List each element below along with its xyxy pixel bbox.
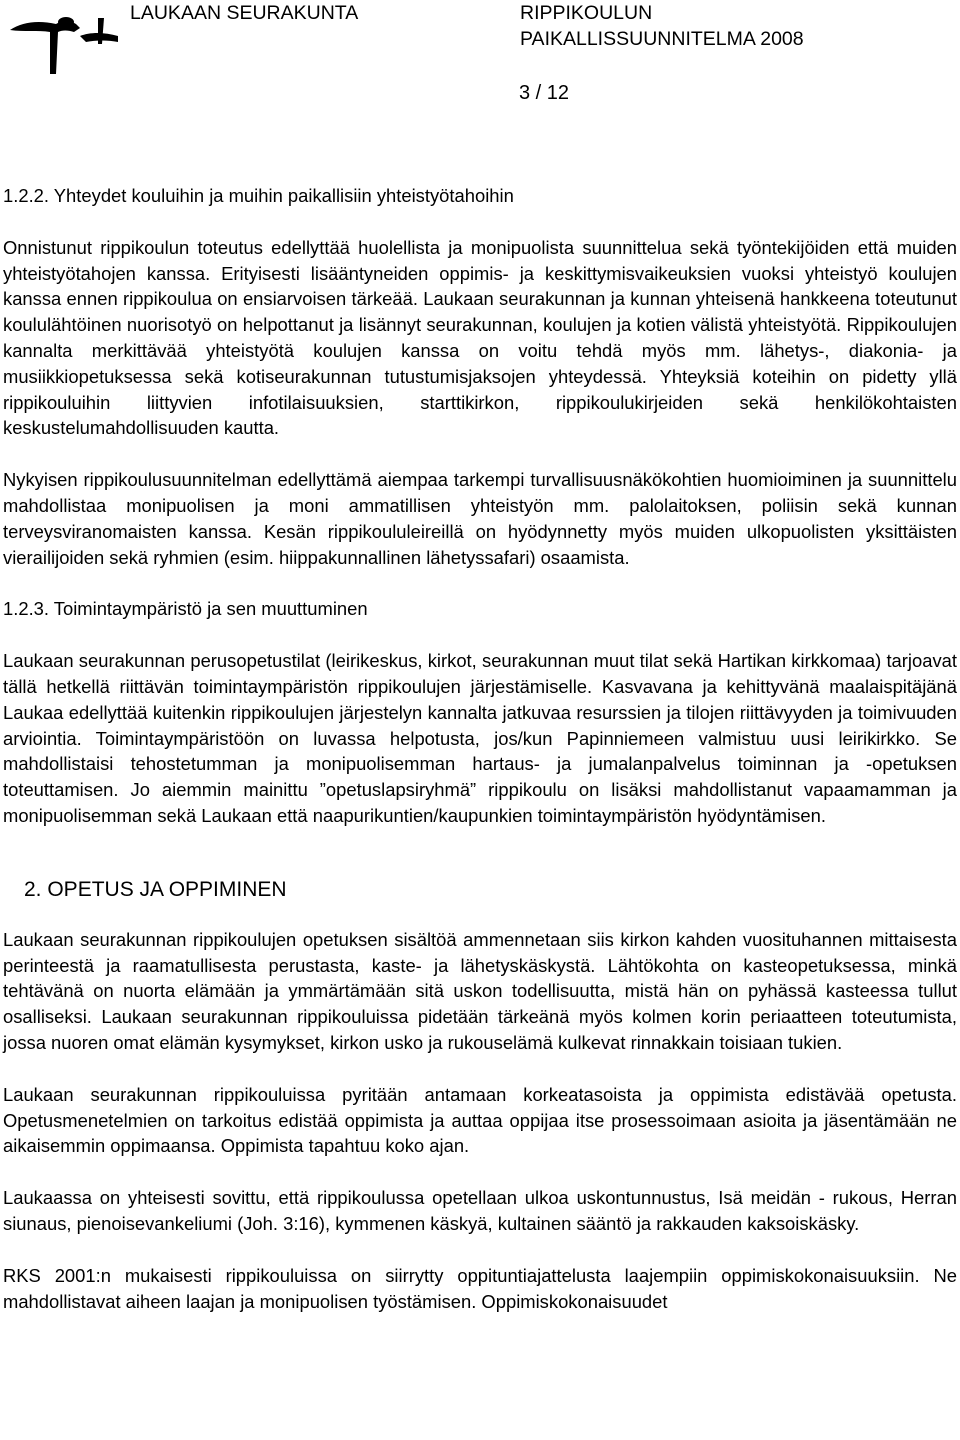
document-body <box>3 183 957 1314</box>
section-2-heading: 2. OPETUS JA OPPIMINEN <box>24 877 287 901</box>
header-doc-title <box>520 0 804 52</box>
section-2-paragraph-3: Laukaassa on yhteisesti sovittu, että rippikoulussa opetellaan ulkoa uskontunnustus, Isä meidän - rukous, Herran siunaus, pienoisevankeliumi (Joh. 3:16), kymmenen käskyä, kultainen sääntö ja rakkauden kaksoiskäsky. <box>3 1187 957 1234</box>
page-number: 3 / 12 <box>519 82 570 104</box>
header-doc-line1: RIPPIKOULUN <box>520 2 653 24</box>
section-1-2-3-heading: 1.2.3. Toimintaympäristö ja sen muuttuminen <box>3 598 368 620</box>
header-org: LAUKAAN SEURAKUNTA <box>130 2 359 24</box>
section-1-2-2-paragraph-2: Nykyisen rippikoulusuunnitelman edellyttämä aiempaa tarkempi turvallisuusnäkökohtien huomioiminen ja suunnittelu mahdollistaa monipuolisen ja moni ammatillisen yhteistyön mm. palolaitoksen, poliisin sekä kunnan terveysviranomaisten kanssa. Kesän rippikoululeireillä on hyödynnetty myös muiden ulkopuolisten yksittäisten vierailijoiden sekä ryhmien (esim. hiippakunnallinen lähetyssafari) osaamista. <box>3 469 957 568</box>
section-1-2-3-paragraph-1: Laukaan seurakunnan perusopetustilat (leirikeskus, kirkot, seurakunnan muut tilat sekä Hartikan kirkkomaa) tarjoavat tällä hetkellä riittävän toimintaympäristön rippikoulujen järjestämiselle. Kasvavana ja kehittyvänä maalaispitäjänä Laukaa edellyttää kuitenkin rippikoulujen järjestelyn kannalta jatkuvaa resurssien ja tilojen riittävyyden ja toimivuuden arviointia. Toimintaympäristöön on luvassa helpotusta, jos/kun Papinniemeen valmistuu uusi leirikirkko. Se mahdollistaisi tehostetumman ja monipuolisemman hartaus- ja jumalanpalvelus toiminnan ja -opetuksen toteuttamisen. Jo aiemmin mainittu ”opetuslapsiryhmä” rippikoulu on lisäksi mahdollistanut vapaamamman ja monipuolisemman sekä Laukaan että naapurikuntien/kaupunkien toimintaympäristön hyödyntämisen. <box>3 650 957 826</box>
parish-logo <box>8 8 128 76</box>
section-1-2-2-heading: 1.2.2. Yhteydet kouluihin ja muihin paikallisiin yhteistyötahoihin <box>3 185 514 206</box>
section-2-paragraph-1: Laukaan seurakunnan rippikoulujen opetuksen sisältöä ammennetaan siis kirkon kahden vuosituhannen mittaisesta perinteestä ja raamatullisesta perustasta, kaste- ja lähetyskäskystä. Lähtökohta on kasteopetuksessa, minkä tehtävänä on nuorta elämään ja ymmärtämään sitä uskon todellisuutta, mistä hän on pyhässä kasteessa tullut osalliseksi. Laukaan seurakunnan rippikouluissa pidetään tärkeänä myös kolmen korin periaatteen toteutumista, jossa nuoren omat elämän kysymykset, kirkon usko ja rukouselämä kulkevat rinnakkain toisiaan tukien. <box>3 928 957 1053</box>
section-1-2-2-paragraph-1: Onnistunut rippikoulun toteutus edellyttää huolellista ja monipuolista suunnittelua sekä työntekijöiden että muiden yhteistyötahojen kanssa. Erityisesti lisääntyneiden oppimis- ja keskittymisvaikeuksien vuoksi yhteistyö koulujen kanssa ennen rippikoulua on ensiarvoisen tärkeää. Laukaan seurakunnan ja kunnan yhteisenä hankkeena toteutunut koululähtöinen nuorisotyö on helpottanut ja lisännyt seurakunnan, koulujen ja kotien välistä yhteistyötä. Rippikoulujen kannalta merkittävää yhteistyötä koulujen kanssa on voitu tehdä myös mm. lähetys-, diakonia- ja musiikkiopetuksessa sekä kotiseurakunnan tutustumisjaksojen yhteydessä. Yhteyksiä koteihin on pidetty yllä rippikouluihin liittyvien infotilaisuuksien, starttikirkon, rippikoulukirjeiden sekä henkilökohtaisten keskustelumahdollisuuden kautta. <box>3 236 957 439</box>
section-2-paragraph-2: Laukaan seurakunnan rippikouluissa pyritään antamaan korkeatasoista ja oppimista edistävää opetusta. Opetusmenetelmien on tarkoitus edistää oppimista ja auttaa oppijaa itse prosessoimaan asioita ja jäsentämään ne aikaisemmin oppimaansa. Oppimista tapahtuu koko ajan. <box>3 1083 957 1157</box>
header-doc-line2: PAIKALLISSUUNNITELMA 2008 <box>520 28 804 50</box>
section-2-paragraph-4: RKS 2001:n mukaisesti rippikouluissa on siirrytty oppituntiajattelusta laajempiin oppimiskokonaisuuksiin. Ne mahdollistavat aiheen laajan ja monipuolisen työstämisen. Oppimiskokonaisuudet <box>3 1264 957 1312</box>
